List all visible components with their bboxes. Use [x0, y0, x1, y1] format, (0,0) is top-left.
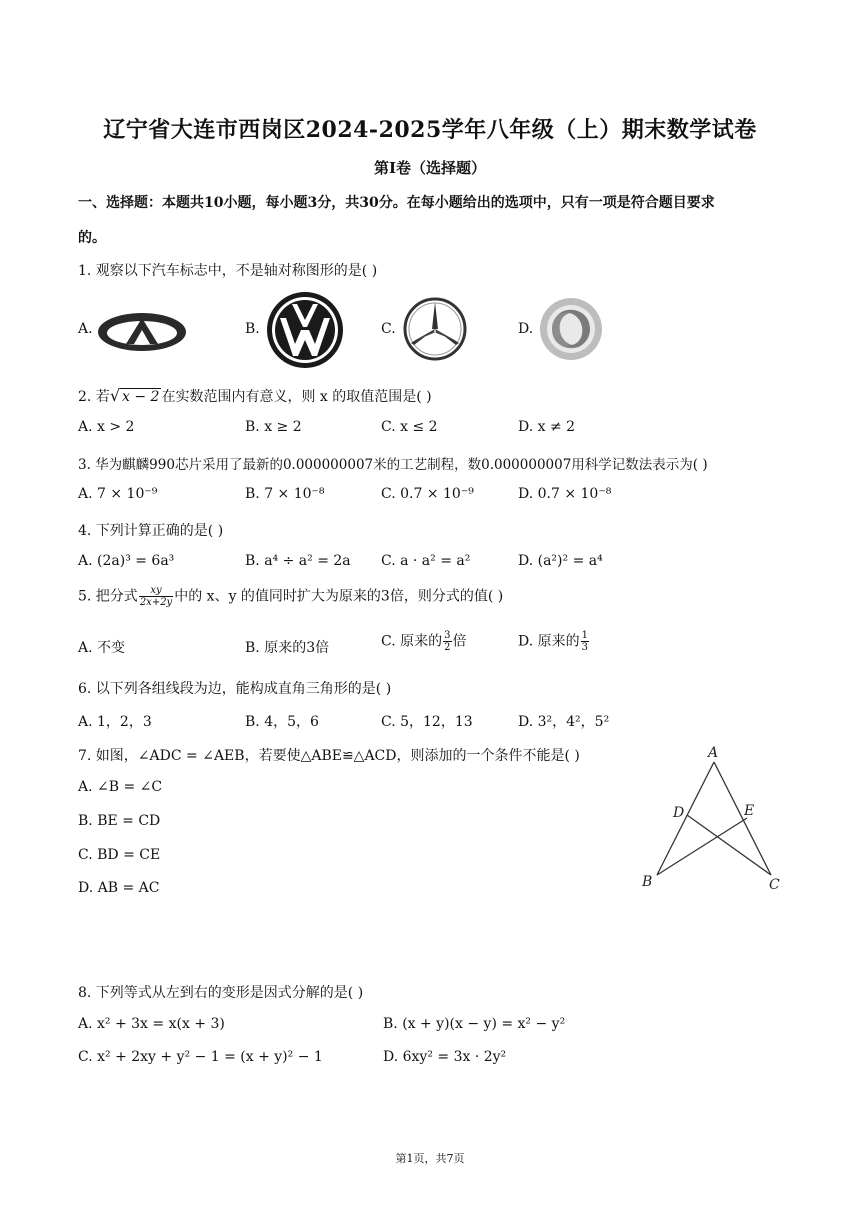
- label-a: A: [708, 745, 719, 761]
- q6-option-b: B. 4，5，6: [245, 714, 319, 730]
- mercedes-logo: [402, 296, 468, 362]
- q4-option-a: A. (2a)³ = 6a³: [78, 553, 175, 569]
- q1-option-b-label: B.: [245, 321, 260, 337]
- q5-option-a: A. 不变: [78, 640, 126, 656]
- q1-option-c-label: C.: [381, 321, 396, 337]
- q8-option-b: B. (x + y)(x − y) = x² − y²: [383, 1016, 566, 1032]
- volkswagen-logo: [265, 290, 345, 370]
- q2-option-b: B. x ≥ 2: [245, 419, 302, 435]
- q5-option-c-numerator: 3: [444, 630, 451, 641]
- q7-option-d: D. AB = AC: [78, 880, 160, 896]
- q4-option-b: B. a⁴ ÷ a² = 2a: [245, 553, 351, 569]
- q7-option-b: B. BE = CD: [78, 813, 161, 829]
- question-8-stem: 8. 下列等式从左到右的变形是因式分解的是( ): [78, 985, 364, 1001]
- q8-option-c: C. x² + 2xy + y² − 1 = (x + y)² − 1: [78, 1049, 323, 1065]
- part-title: 第I卷（选择题）: [373, 159, 487, 177]
- section-instructions-cont: 的。: [78, 230, 106, 246]
- q7-option-a: A. ∠B = ∠C: [78, 779, 163, 795]
- q2-sqrt-argument: x − 2: [122, 389, 160, 405]
- q5-option-c-denominator: 2: [444, 642, 451, 653]
- question-5-stem: [78, 585, 503, 608]
- q8-option-a: A. x² + 3x = x(x + 3): [78, 1016, 225, 1032]
- label-b: B: [642, 874, 653, 890]
- q2-stem-suffix: 在实数范围内有意义，则 x 的取值范围是( ): [161, 389, 432, 405]
- dongfeng-logo: [538, 297, 604, 361]
- segment-cd: [687, 815, 771, 875]
- q5-option-c-suffix: 倍: [452, 633, 467, 650]
- question-2-stem: [78, 386, 432, 406]
- q5-fraction: [139, 585, 173, 608]
- q5-stem-suffix: 中的 x、y 的值同时扩大为原来的3倍，则分式的值( ): [174, 588, 504, 605]
- q6-option-d: D. 3²，4²，5²: [518, 714, 610, 730]
- q5-option-d-denominator: 3: [581, 642, 589, 653]
- q3-option-d: D. 0.7 × 10⁻⁸: [518, 486, 612, 502]
- q4-option-d: D. (a²)² = a⁴: [518, 553, 603, 569]
- question-1-stem: 1. 观察以下汽车标志中，不是轴对称图形的是( ): [78, 263, 378, 279]
- page-title: 辽宁省大连市西岗区2024-2025学年八年级（上）期末数学试卷: [103, 117, 757, 143]
- q3-option-c: C. 0.7 × 10⁻⁹: [381, 486, 474, 502]
- question-7-stem: 7. 如图，∠ADC = ∠AEB，若要使△ABE≌△ACD，则添加的一个条件不能是( ): [78, 748, 580, 764]
- q1-option-a-label: A.: [78, 321, 93, 337]
- question-3-stem: 3. 华为麒麟990芯片采用了最新的0.000000007米的工艺制程，数0.000000007用科学记数法表示为( ): [78, 457, 708, 473]
- triangle-figure: [630, 738, 790, 898]
- q6-option-c: C. 5，12，13: [381, 714, 473, 730]
- q3-option-b: B. 7 × 10⁻⁸: [245, 486, 325, 502]
- q2-stem-prefix: 2. 若: [78, 389, 110, 405]
- q4-option-c: C. a · a² = a²: [381, 553, 471, 569]
- infiniti-logo: [96, 308, 188, 356]
- q5-option-d: [518, 630, 590, 653]
- question-6-stem: 6. 以下列各组线段为边，能构成直角三角形的是( ): [78, 681, 392, 697]
- q5-option-d-fraction: [581, 630, 589, 653]
- q5-option-c-prefix: C. 原来的: [381, 633, 443, 650]
- q7-option-c: C. BD = CE: [78, 847, 161, 863]
- segment-ac: [714, 762, 771, 875]
- q6-option-a: A. 1，2，3: [78, 714, 152, 730]
- question-4-stem: 4. 下列计算正确的是( ): [78, 523, 224, 539]
- q2-option-a: A. x > 2: [78, 419, 135, 435]
- q3-option-a: A. 7 × 10⁻⁹: [78, 486, 158, 502]
- page-footer: 第1页，共7页: [395, 1152, 465, 1165]
- q5-option-b: B. 原来的3倍: [245, 640, 330, 656]
- q5-option-d-prefix: D. 原来的: [518, 633, 580, 650]
- q1-option-d-label: D.: [518, 321, 534, 337]
- segment-be: [657, 818, 747, 875]
- q5-stem-prefix: 5. 把分式: [78, 588, 138, 605]
- section-instructions: 一、选择题：本题共10小题，每小题3分，共30分。在每小题给出的选项中，只有一项是符合题目要求: [78, 195, 715, 211]
- label-e: E: [744, 803, 755, 819]
- q2-option-d: D. x ≠ 2: [518, 419, 576, 435]
- q5-fraction-denominator: 2x+2y: [139, 597, 173, 608]
- q5-option-c: [381, 630, 467, 653]
- label-d: D: [673, 805, 685, 821]
- sqrt-symbol: √: [109, 386, 121, 405]
- q5-option-d-numerator: 1: [581, 630, 589, 641]
- label-c: C: [769, 877, 780, 893]
- q5-option-c-fraction: [443, 630, 451, 653]
- q5-fraction-numerator: xy: [139, 585, 173, 597]
- q2-option-c: C. x ≤ 2: [381, 419, 438, 435]
- segment-ab: [657, 762, 714, 875]
- q8-option-d: D. 6xy² = 3x · 2y²: [383, 1049, 507, 1065]
